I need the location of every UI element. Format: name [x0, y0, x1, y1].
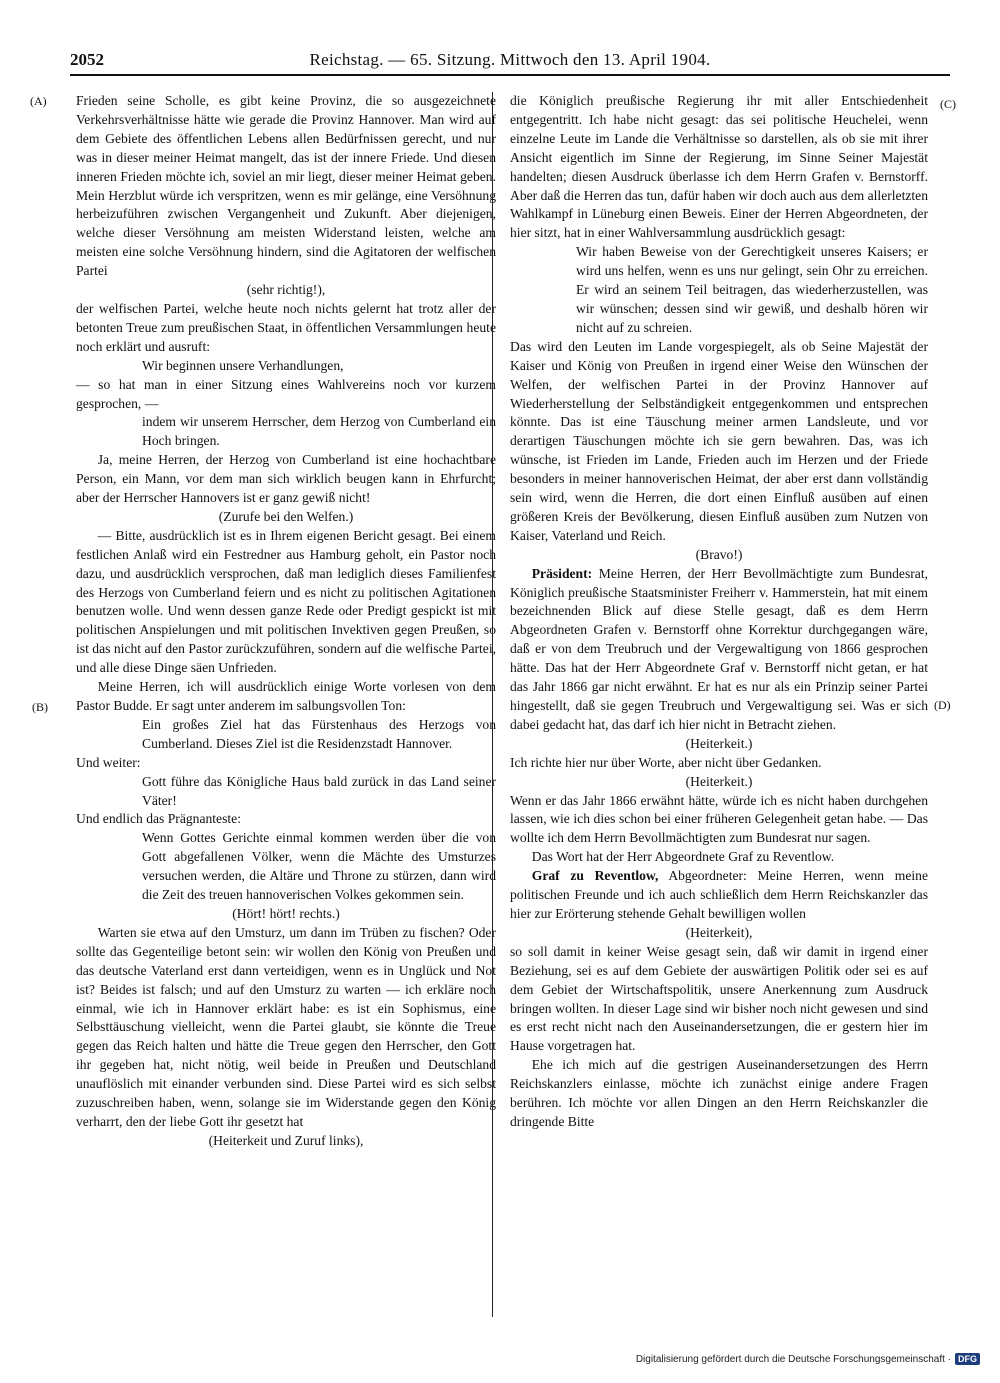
interjection: (Heiterkeit und Zuruf links),: [208, 1132, 364, 1148]
quotation: Wir beginnen unsere Verhandlungen,: [142, 357, 344, 373]
paragraph: die Königlich preußische Regierung ihr mit aller Entschiedenheit entgegentritt. Ich habe nicht gesagt: das sei politische Heuchelei, wenn einzelne Leute im Lande die Verhältnisse so darstellen, als ob sie mit ihrer Ansicht eigentlich im Sinne der Regierung, im Sinne Seiner Majestät handelten; diesen Ausdruck überlasse ich dem Herrn Grafen v. Bernstorff. Aber daß die Herren das tun, dafür haben wir doch auch aus dem allerletzten Wahlkampf in Lüneburg einen Beweis. Einer der Herren Abgeordneten, der hier sitzt, hat in einer Wahlversammlung ausdrücklich gesagt:: [510, 93, 928, 241]
margin-marker-c: (C): [940, 97, 956, 111]
speaker-name: Graf zu Reventlow,: [531, 868, 659, 884]
margin-marker-d: (D): [934, 698, 951, 712]
paragraph: Meine Herren, ich will ausdrücklich einige Worte vorlesen von dem Pastor Budde. Er sagt unter anderem im salbungsvollen Ton:: [76, 679, 496, 713]
paragraph: der welfischen Partei, welche heute noch nichts gelernt hat trotz aller der betonten Treue zum preußischen Staat, in öffentlichen Versammlungen heute noch erklärt und ausruft:: [76, 300, 496, 354]
paragraph: Das Wort hat der Herr Abgeordnete Graf zu Reventlow.: [531, 849, 835, 865]
page-header: [70, 50, 950, 76]
interjection: (sehr richtig!),: [246, 282, 326, 298]
quotation: indem wir unserem Herrscher, dem Herzog von Cumberland ein Hoch bringen.: [142, 414, 496, 449]
paragraph: Wenn er das Jahr 1866 erwähnt hätte, würde ich es nicht haben durchgehen lassen, wie ich dies schon bei einer früheren Gelegenheit getan habe. — Das wollte ich dem Herrn Bevollmächtigten zum Bundesrat nur sagen.: [510, 792, 928, 846]
paragraph: Und weiter:: [76, 754, 141, 770]
margin-marker-a: (A): [30, 94, 47, 108]
interjection: (Bravo!): [695, 546, 743, 562]
quotation: Wir haben Beweise von der Gerechtigkeit unseres Kaisers; er wird uns helfen, wenn es uns nur gelingt, sein Ohr zu erreichen. Er wird an seinem Teil beitragen, das wiederherzustellen, was wir wünschen; dessen sind wir gewiß, und deshalb hören wir nicht auf zu schreien.: [576, 244, 928, 335]
paragraph: Warten sie etwa auf den Umsturz, um dann im Trüben zu fischen? Oder sollte das Gegenteilige betont sein: wir wollen den König von Preußen und das deutsche Vaterland erst dann verteidigen, wenn es in Unglück und Not ist? Beides ist falsch; und auf den Umsturz zu warten — ich erkläre noch einmal, wie ich in Hannover erklärt habe: es ist ein Sophismus, eine Selbsttäuschung vielleicht, wenn die Partei glaubt, sie könnte die Treue gegen das Reich halten und hätte die Treue gegen den Herrscher, den Gott ihr gegeben hat, nicht nötig, weil beide in Preußen und Deutschland unauflöslich mit einander verbunden sind. Diese Partei wird es sich selbst zuzuschreiben haben, wenn, solange sie im Widerstande gegen den König verharrt, den der liebe Gott ihr gesetzt hat: [76, 924, 496, 1129]
digitization-footer: [636, 1353, 980, 1365]
speech-text: Abgeordneter: Meine Herren, wenn meine politischen Freunde und ich auch schließlich dem Herrn Reichskanzler das hier zur Erörterung stehende Gehalt bewilligen wollen: [510, 868, 928, 921]
speech-president: [510, 565, 928, 735]
paragraph: Ehe ich mich auf die gestrigen Auseinandersetzungen des Herrn Reichskanzlers einlasse, möchte ich zunächst einige andere Fragen berühren. Ich möchte vor allen Dingen an den Herrn Reichskanzler die dringende Bitte: [510, 1057, 928, 1129]
paragraph: Und endlich das Prägnanteste:: [76, 811, 241, 827]
paragraph: Frieden seine Scholle, es gibt keine Provinz, die so ausgezeichnete Verkehrsverhältnisse hätte wie gerade die Provinz Hannover. Man wird auf dem Gebiete des öffentlichen Lebens allen Bedürfnissen gerecht, und nur was in dieser meiner Heimat mangelt, das ist der innere Friede. Und diesen inneren Frieden möchte ich, soviel an mir liegt, dieser meiner Heimat geben. Mein Herzblut würde ich verspritzen, wenn es mir gelänge, eine Versöhnung herbeizuführen zwischen Vergangenheit und Zukunft. Aber diejenigen, welche dieser Versöhnung am meisten Widerstand leisten, welche am meisten eine solche Versöhnung hindern, sind die Agitatoren der welfischen Partei: [76, 93, 496, 279]
quotation: Gott führe das Königliche Haus bald zurück in das Land seiner Väter!: [142, 773, 496, 808]
left-column: [76, 92, 496, 1151]
dfg-logo-icon: DFG: [955, 1353, 980, 1365]
footer-text: Digitalisierung gefördert durch die Deutsche Forschungsgemeinschaft ·: [635, 1353, 951, 1365]
interjection: (Heiterkeit),: [685, 924, 753, 940]
quotation: Wenn Gottes Gerichte einmal kommen werden über die von Gott abgefallenen Völker, wenn die Mächte des Umsturzes versuchen werden, die Altäre und Throne zu stürzen, dann wird die Zeit des treuen hannoverischen Volkes gekommen sein.: [142, 830, 496, 903]
quotation: Ein großes Ziel hat das Fürstenhaus des Herzogs von Cumberland. Dieses Ziel ist die Residenzstadt Hannover.: [142, 716, 496, 751]
speaker-name: Präsident:: [531, 565, 593, 581]
paragraph: — so hat man in einer Sitzung eines Wahlvereins noch vor kurzem gesprochen, —: [76, 376, 496, 411]
interjection: (Hört! hört! rechts.): [232, 905, 340, 921]
paragraph: Das wird den Leuten im Lande vorgespiegelt, als ob Seine Majestät der Kaiser und König von Preußen in irgend einer Weise den Wünschen der Welfen, der welfischen Partei in der Provinz Hannover auf Wiederherstellung der Selbständigkeit entgegenkommen und entsprechen könnte. Das ist eine Täuschung meiner armen Landsleute, und vor derartigen Täuschungen möchte ich sie gern bewahren. Das, was ich wünsche, ist Frieden im Lande, Frieden auch im Herzen und der Friede besonders in meiner hannoverischen Heimat, der aber erst dann vollständig sein wird, wenn die Herren, die dort einen Einfluß ausüben auf einen größeren Kreis der Bevölkerung, diesen Einfluß ausüben zum Nutzen von Kaiser, Vaterland und Reich.: [510, 338, 928, 543]
paragraph: Ja, meine Herren, der Herzog von Cumberland ist eine hochachtbare Person, ein Mann, vor dem man sich wirklich beugen kann in Ehrfurcht; aber der Herrscher Hannovers ist er ganz gewiß nicht!: [76, 452, 496, 506]
right-column: [510, 92, 928, 1132]
interjection: (Zurufe bei den Welfen.): [218, 508, 354, 524]
paragraph: — Bitte, ausdrücklich ist es in Ihrem eigenen Bericht gesagt. Bei einem festlichen Anlaß wird ein Festredner aus Hamburg geholt, ein Pastor noch dazu, und ausdrücklich versprochen, daß man lediglich dieses Familienfest des Herzogs von Cumberland feiern und es nicht zu politischen Agitationen benutzen wolle. Und wenn dessen ganze Rede oder Predigt gespickt ist mit politischen Anspielungen und mit politischen Invektiven gegen Preußen, so ist das nicht auf den Pastor zurückzuführen, sondern auf die welfische Partei, und alle diese Dinge säen Unfrieden.: [76, 527, 496, 676]
speech-text: Meine Herren, der Herr Bevollmächtigte zum Bundesrat, Königlich preußische Staatsminister Freiherr v. Hammerstein, hat mit einem bezeichnenden Blick auf diese Stelle gesagt, daß es dem Herrn Abgeordneten Grafen v. Bernstorff ohne Korrektur durchgegangen wäre, daß er von dem Treubruch und der Vergewaltigung von 1866 gesprochen hätte. Das hat der Herr Abgeordnete Graf v. Bernstorff nicht getan, er hat das Jahr 1866 gar nicht erwähnt. Er hat es nur als ein Prinzip seiner Partei hingestellt, daß sie gegen Treubruch und Vergewaltigung sei. Was er sich dabei gedacht hat, das darf ich hier nicht in Betracht ziehen.: [510, 565, 928, 732]
margin-marker-b: (B): [32, 700, 48, 714]
speech-reventlow: [510, 867, 928, 924]
interjection: (Heiterkeit.): [685, 735, 753, 751]
paragraph: Ich richte hier nur über Worte, aber nicht über Gedanken.: [510, 754, 822, 770]
running-title: Reichstag. — 65. Sitzung. Mittwoch den 13. April 1904.: [309, 50, 711, 69]
interjection: (Heiterkeit.): [685, 773, 753, 789]
page-number: 2052: [70, 50, 104, 69]
paragraph: so soll damit in keiner Weise gesagt sein, daß wir damit in irgend einer Beziehung, sei es auf dem Gebiete der auswärtigen Politik oder sei es auf dem Gebiet der Wirtschaftspolitik, unsere Anerkennung zum Ausdruck bringen wollten. In dieser Lage sind wir bisher noch nicht gewesen und sind es erst recht nicht nach den Auseinandersetzungen, die er gestern hier im Hause vorgetragen hat.: [510, 943, 928, 1054]
